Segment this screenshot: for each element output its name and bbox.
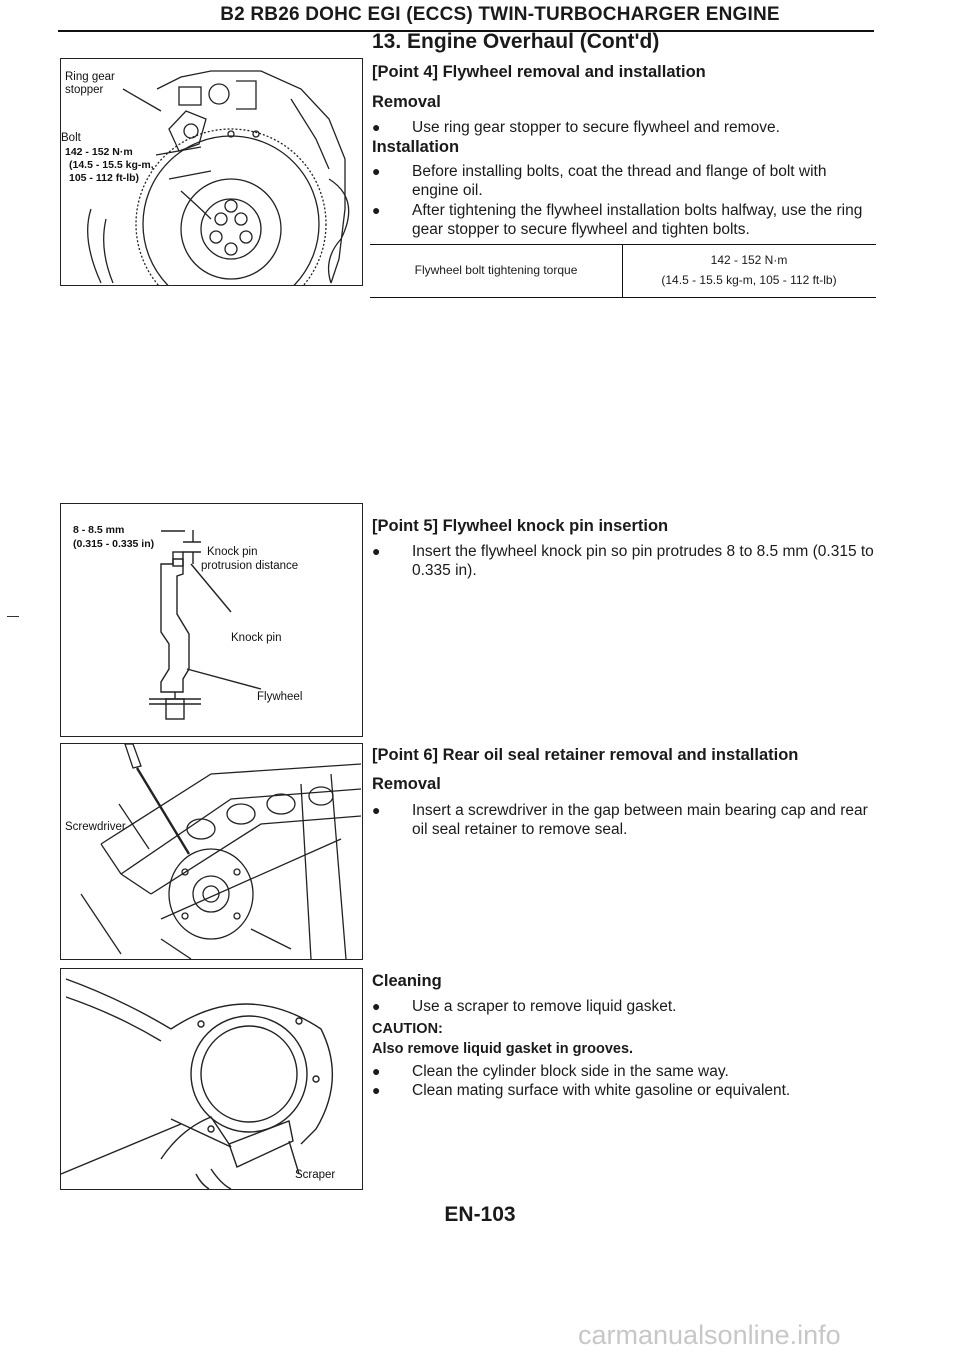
knock-pin-dimension-in: (0.315 - 0.335 in) — [73, 538, 155, 550]
flywheel-label: Flywheel — [257, 691, 303, 703]
figure-torque-line-3: 105 - 112 ft-lb) — [69, 172, 140, 184]
bullet-icon: ● — [372, 119, 381, 135]
caution-text: Also remove liquid gasket in grooves. — [372, 1041, 634, 1057]
point4-removal-label: Removal — [372, 93, 441, 111]
stopper-label: stopper — [65, 84, 104, 96]
point4-removal-bullet: ● Use ring gear stopper to secure flywheel and remove. — [372, 119, 780, 136]
watermark: carmanualsonline.info — [578, 1320, 841, 1350]
bullet-icon: ● — [372, 543, 381, 559]
section-title: 13. Engine Overhaul (Cont'd) — [372, 30, 660, 53]
knock-pin-protrusion-label-1: Knock pin — [207, 546, 258, 558]
point6-heading: [Point 6] Rear oil seal retainer removal and installation — [372, 746, 799, 764]
knock-pin-protrusion-label-2: protrusion distance — [201, 560, 299, 572]
figure-torque-line-1: 142 - 152 N·m — [65, 146, 133, 158]
page-number: EN-103 — [444, 1203, 516, 1226]
figure-scraper — [60, 968, 363, 1190]
margin-mark — [7, 616, 19, 617]
bullet-icon: ● — [372, 998, 381, 1014]
scraper-label: Scraper — [295, 1169, 336, 1181]
caution-title: CAUTION: — [372, 1021, 443, 1037]
torque-spec-label: Flywheel bolt tightening torque — [414, 263, 578, 277]
knock-pin-label: Knock pin — [231, 632, 282, 644]
bullet-icon: ● — [372, 802, 381, 818]
bullet-icon: ● — [372, 1082, 381, 1098]
point5-heading: [Point 5] Flywheel knock pin insertion — [372, 517, 669, 535]
figure-knock-pin — [60, 503, 363, 737]
point6-removal-label: Removal — [372, 775, 441, 793]
point4-heading: [Point 4] Flywheel removal and installation — [372, 63, 706, 81]
cleaning-bullet: ● Clean mating surface with white gasoline or equivalent. — [372, 1082, 791, 1099]
bolt-label: Bolt — [61, 132, 81, 144]
page-header-title: B2 RB26 DOHC EGI (ECCS) TWIN-TURBOCHARGER ENGINE — [220, 4, 780, 25]
figure-torque-line-2: (14.5 - 15.5 kg-m, — [69, 159, 154, 171]
ring-gear-label: Ring gear — [65, 71, 115, 83]
figure-screwdriver — [60, 743, 363, 960]
oil-seal-retainer-illustration — [61, 744, 362, 959]
torque-spec-value-metric: 142 - 152 N·m — [710, 253, 788, 267]
cleaning-bullet: ● Clean the cylinder block side in the same way. — [372, 1063, 729, 1080]
point4-installation-bullet: ● Before installing bolts, coat the thread and flange of bolt with engine oil. — [372, 163, 827, 199]
point6-removal-bullet: ● Insert a screwdriver in the gap between main bearing cap and rear oil seal retainer to remove seal. — [372, 802, 868, 838]
torque-spec-value-imperial: (14.5 - 15.5 kg-m, 105 - 112 ft-lb) — [661, 273, 837, 287]
cleaning-label: Cleaning — [372, 972, 442, 990]
bullet-icon: ● — [372, 1063, 381, 1079]
screwdriver-label: Screwdriver — [65, 821, 126, 833]
cleaning-bullet: ● Use a scraper to remove liquid gasket. — [372, 998, 677, 1015]
torque-spec-table — [370, 244, 876, 298]
point5-bullet: ● Insert the flywheel knock pin so pin protrudes 8 to 8.5 mm (0.315 to 0.335 in). — [372, 543, 874, 579]
figure-flywheel-stopper — [60, 58, 363, 286]
bullet-icon: ● — [372, 202, 381, 218]
point4-installation-label: Installation — [372, 138, 460, 156]
scraper-illustration — [61, 969, 362, 1189]
knock-pin-dimension-mm: 8 - 8.5 mm — [73, 524, 125, 536]
bullet-icon: ● — [372, 163, 381, 179]
point4-installation-bullet: ● After tightening the flywheel installation bolts halfway, use the ring gear stopper to secure flywheel and tighten bolts. — [372, 202, 863, 238]
